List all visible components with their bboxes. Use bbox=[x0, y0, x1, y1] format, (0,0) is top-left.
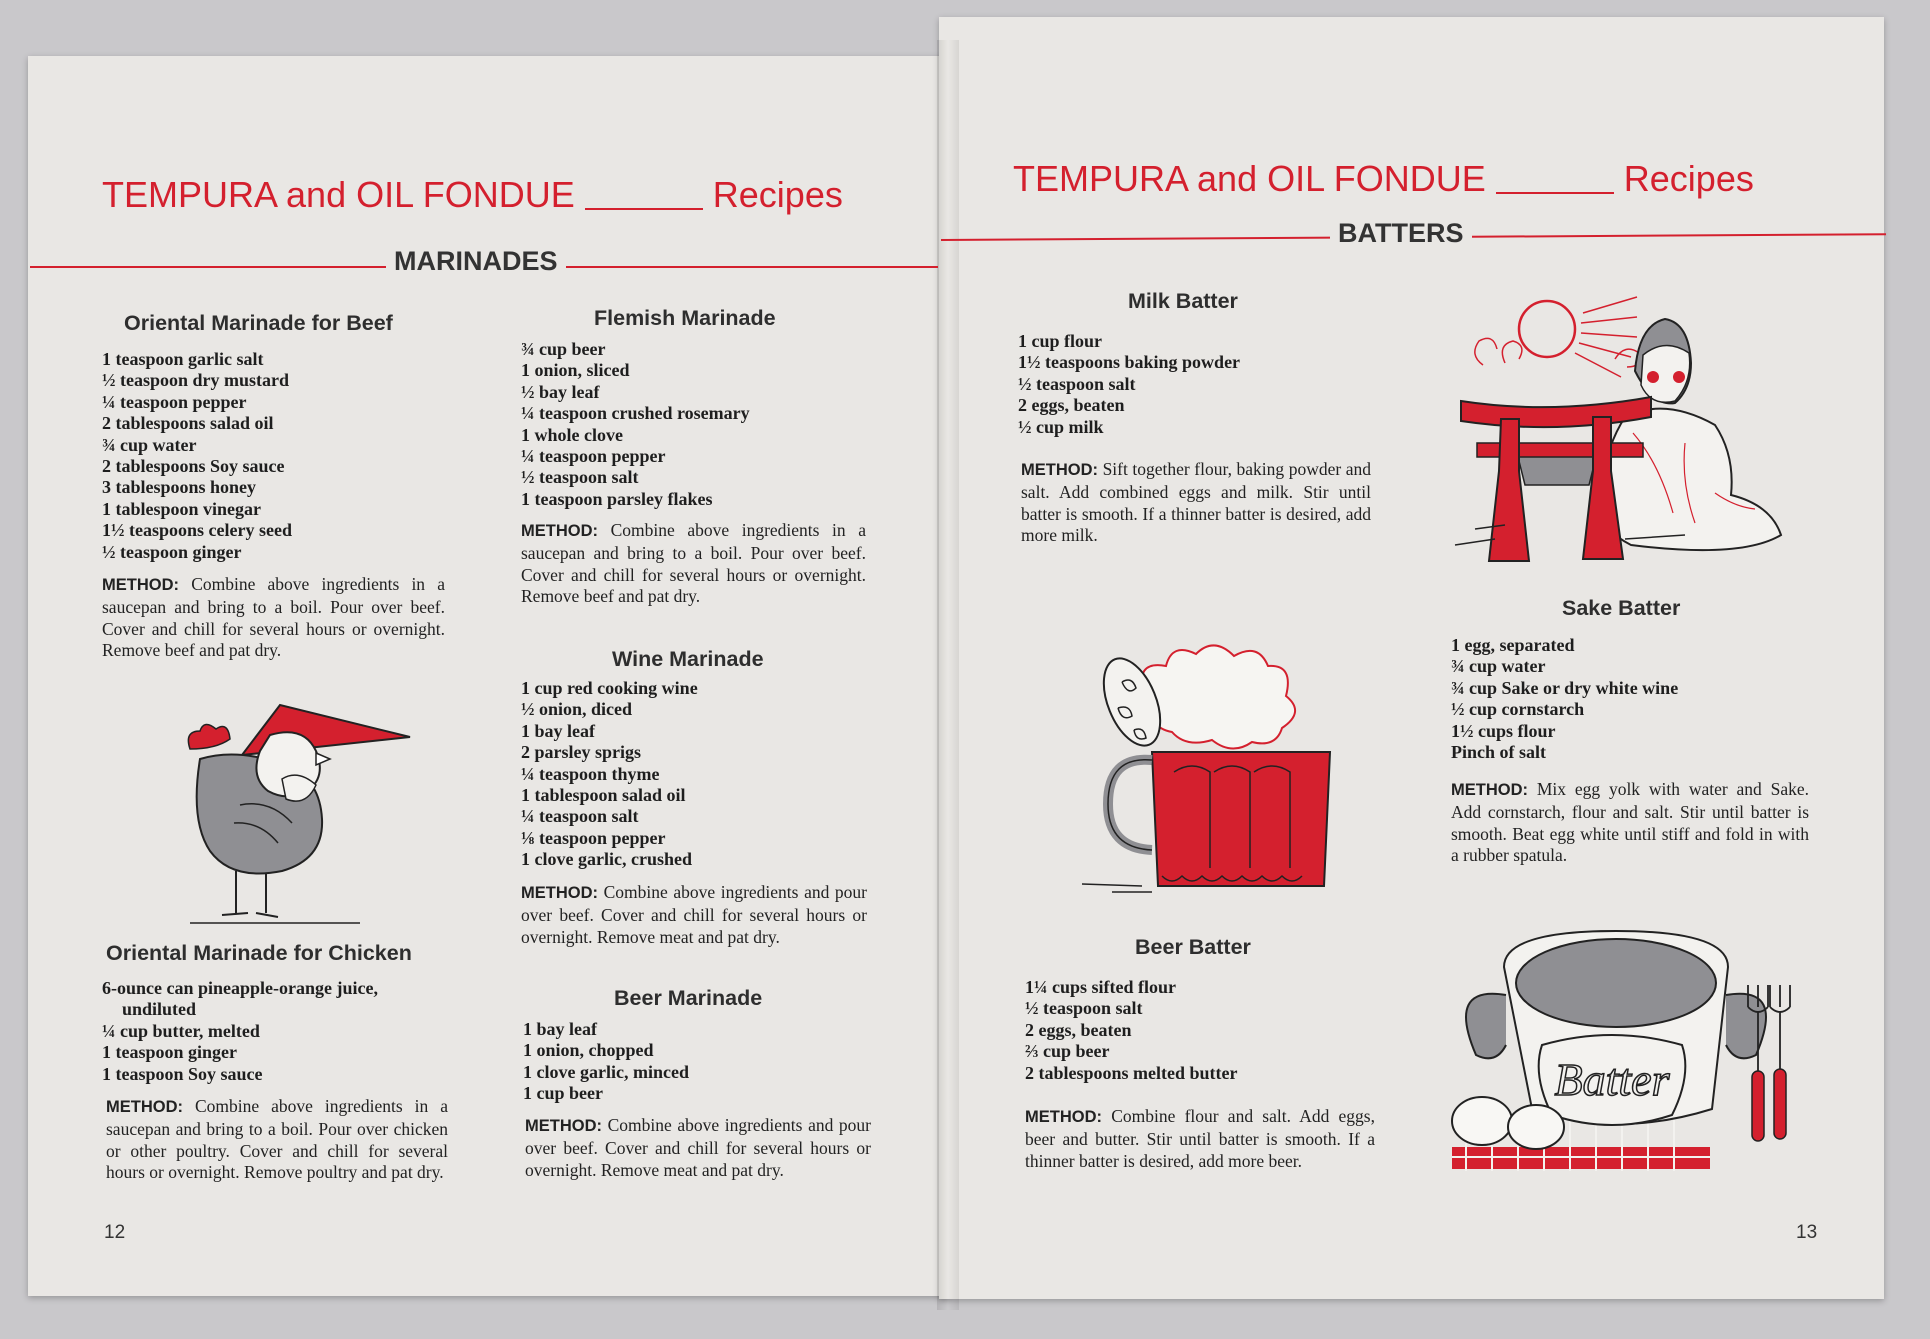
ingredient: ½ onion, diced bbox=[521, 699, 633, 720]
method-sake bbox=[1451, 779, 1809, 867]
ingredient: ¾ cup Sake or dry white wine bbox=[1451, 677, 1679, 698]
ingredient-list-beef bbox=[102, 349, 292, 563]
egg bbox=[1508, 1105, 1564, 1149]
torii-top-beam bbox=[1461, 397, 1651, 427]
recipe-title-chicken: Oriental Marinade for Chicken bbox=[106, 941, 412, 965]
ingredient: ½ teaspoon salt bbox=[1025, 998, 1143, 1019]
method-label: METHOD: bbox=[525, 1117, 602, 1135]
ingredient: 1 cup flour bbox=[1018, 331, 1103, 351]
header-blank-line bbox=[585, 208, 703, 210]
ingredient: 2 eggs, beaten bbox=[1018, 395, 1125, 416]
ingredient: ½ teaspoon salt bbox=[521, 467, 639, 488]
chicken-legs bbox=[222, 871, 278, 917]
ingredient: 2 parsley sprigs bbox=[521, 742, 642, 763]
ingredient: ¾ cup water bbox=[1451, 656, 1546, 677]
method-flemish bbox=[521, 520, 866, 608]
method-label: METHOD: bbox=[521, 522, 598, 540]
ground-lines bbox=[1082, 884, 1152, 892]
ingredient: ¾ cup water bbox=[102, 434, 197, 455]
recipe-title-flemish: Flemish Marinade bbox=[594, 306, 776, 330]
ingredient: ½ cup milk bbox=[1018, 416, 1104, 437]
ingredient: 1 bay leaf bbox=[523, 1019, 597, 1039]
batter-surface bbox=[1516, 939, 1716, 1027]
ingredient: 1 teaspoon Soy sauce bbox=[102, 1063, 263, 1084]
ingredient: ½ teaspoon dry mustard bbox=[102, 370, 290, 391]
method-beef bbox=[102, 574, 445, 662]
fork-handle bbox=[1774, 1069, 1786, 1139]
ingredient: ¼ teaspoon crushed rosemary bbox=[521, 403, 750, 424]
method-label: METHOD: bbox=[106, 1098, 183, 1116]
section-title-batters: BATTERS bbox=[1330, 218, 1472, 249]
ingredient: 2 tablespoons salad oil bbox=[102, 413, 274, 434]
beak bbox=[316, 753, 330, 765]
section-title-marinades: MARINADES bbox=[386, 246, 566, 277]
ingredient: 1 whole clove bbox=[521, 424, 623, 445]
beer-foam bbox=[1142, 645, 1295, 748]
method-chicken bbox=[106, 1096, 448, 1184]
method-label: METHOD: bbox=[1451, 781, 1528, 799]
header-suffix: Recipes bbox=[1623, 158, 1754, 199]
ingredient-list-flemish bbox=[521, 339, 750, 510]
ingredient: ½ cup cornstarch bbox=[1451, 699, 1585, 720]
buddha-torii-illustration bbox=[1455, 293, 1795, 573]
method-text: Sift together flour, baking powder and salt. Add combined eggs and milk. Stir until batter is smooth. If a thinner batter is desired, add more milk. bbox=[1021, 459, 1372, 546]
method-text: Combine above ingredients and pour over beef. Cover and chill for several hours or overnight. Remove meat and pat dry. bbox=[525, 1115, 871, 1180]
cheek-right bbox=[1673, 371, 1685, 383]
ingredient: ⅔ cup beer bbox=[1025, 1041, 1110, 1062]
ingredient: 1½ teaspoons celery seed bbox=[102, 520, 292, 541]
ingredient-list-milk bbox=[1018, 331, 1240, 438]
sun bbox=[1519, 301, 1575, 357]
ingredient: 1½ teaspoons baking powder bbox=[1018, 352, 1241, 373]
ingredient: 3 tablespoons honey bbox=[102, 477, 257, 498]
ingredient-list-wine bbox=[521, 678, 698, 871]
recipe-title-beer-batter: Beer Batter bbox=[1135, 935, 1251, 959]
ingredient: ¾ cup beer bbox=[521, 339, 606, 359]
ingredient: 1 clove garlic, crushed bbox=[521, 849, 692, 870]
method-text: Combine above ingredients in a saucepan and bring to a boil. Pour over beef. Cover and chill for several hours or overnight. Remove beef and pat dry. bbox=[102, 574, 445, 661]
ingredient: ½ teaspoon ginger bbox=[102, 541, 242, 562]
chicken-illustration bbox=[170, 695, 420, 930]
book-spine bbox=[937, 40, 959, 1310]
method-milk bbox=[1021, 459, 1371, 547]
egg bbox=[1452, 1097, 1512, 1145]
ingredient: ¼ teaspoon salt bbox=[521, 806, 639, 827]
method-text: Combine flour and salt. Add eggs, beer and butter. Stir until batter is smooth. If a thinner batter is desired, add more beer. bbox=[1025, 1106, 1375, 1171]
ingredient-list-sake bbox=[1451, 635, 1678, 763]
method-text: Combine above ingredients and pour over beef. Cover and chill for several hours or overnight. Remove meat and pat dry. bbox=[521, 882, 867, 947]
recipe-title-milk: Milk Batter bbox=[1128, 289, 1238, 313]
ingredient: 1 tablespoon salad oil bbox=[521, 785, 686, 806]
header-title: TEMPURA and OIL FONDUE bbox=[1013, 158, 1486, 199]
method-beer-marinade bbox=[525, 1115, 871, 1181]
pot-label-text: Batter bbox=[1554, 1054, 1670, 1105]
ingredient: Pinch of salt bbox=[1451, 742, 1547, 763]
batter-pot-illustration bbox=[1452, 925, 1792, 1173]
ingredient: 1 teaspoon parsley flakes bbox=[521, 488, 713, 509]
ingredient: ½ teaspoon salt bbox=[1018, 373, 1136, 394]
ingredient-list-beer-marinade bbox=[523, 1019, 689, 1105]
ingredient: 1 cup beer bbox=[523, 1083, 603, 1104]
recipe-title-beer-marinade: Beer Marinade bbox=[614, 986, 763, 1010]
recipe-title-sake: Sake Batter bbox=[1562, 596, 1681, 620]
ingredient: 2 tablespoons Soy sauce bbox=[102, 456, 285, 477]
method-label: METHOD: bbox=[1021, 461, 1098, 479]
ingredient: ¼ cup butter, melted bbox=[102, 1020, 260, 1041]
ingredient: 6-ounce can pineapple-orange juice, bbox=[102, 978, 378, 998]
ingredient: ¼ teaspoon thyme bbox=[521, 763, 660, 784]
ingredient: 1 onion, chopped bbox=[523, 1040, 654, 1061]
ingredient: 2 tablespoons melted butter bbox=[1025, 1062, 1238, 1083]
ingredient: 2 eggs, beaten bbox=[1025, 1019, 1132, 1040]
method-label: METHOD: bbox=[1025, 1108, 1102, 1126]
left-page-header bbox=[102, 174, 843, 216]
fork-handle bbox=[1752, 1071, 1764, 1141]
method-text: Mix egg yolk with water and Sake. Add cornstarch, flour and salt. Stir until batter is smooth. Beat egg white until stiff and fold in with a rubber spatula. bbox=[1451, 779, 1810, 866]
ingredient: 1 cup red cooking wine bbox=[521, 678, 698, 698]
method-text: Combine above ingredients in a saucepan and bring to a boil. Pour over chicken or other poultry. Cover and chill for several hours or overnight. Remove poultry and pat dry. bbox=[106, 1096, 448, 1183]
buddha-robe bbox=[1599, 409, 1781, 550]
ingredient: ¼ teaspoon pepper bbox=[521, 446, 666, 467]
method-text: Combine above ingredients in a saucepan and bring to a boil. Pour over beef. Cover and chill for several hours or overnight. Remove beef and pat dry. bbox=[521, 520, 867, 607]
ingredient: ⅛ teaspoon pepper bbox=[521, 827, 666, 848]
ingredient: 1¼ cups sifted flour bbox=[1025, 977, 1177, 997]
page-number-right: 13 bbox=[1796, 1222, 1818, 1243]
ingredient: ¼ teaspoon pepper bbox=[102, 391, 247, 412]
recipe-title-beef: Oriental Marinade for Beef bbox=[124, 311, 393, 335]
sun-rays bbox=[1575, 297, 1637, 377]
method-beer-batter bbox=[1025, 1106, 1375, 1172]
ingredient: 1 teaspoon garlic salt bbox=[102, 349, 264, 369]
ingredient: 1 teaspoon ginger bbox=[102, 1042, 237, 1063]
method-wine bbox=[521, 882, 867, 948]
ingredient-list-beer-batter bbox=[1025, 977, 1238, 1084]
recipe-title-wine: Wine Marinade bbox=[612, 647, 764, 671]
ingredient-list-chicken bbox=[102, 978, 378, 1085]
ingredient: undiluted bbox=[122, 999, 197, 1020]
ingredient: 1 clove garlic, minced bbox=[523, 1061, 689, 1082]
beer-mug-illustration bbox=[1082, 652, 1342, 902]
header-blank-line bbox=[1496, 192, 1614, 194]
tail-feathers bbox=[188, 724, 230, 749]
cheek-left bbox=[1647, 371, 1659, 383]
method-label: METHOD: bbox=[521, 884, 598, 902]
ingredient: 1 tablespoon vinegar bbox=[102, 498, 262, 519]
ingredient: 1 egg, separated bbox=[1451, 635, 1575, 655]
page-number-left: 12 bbox=[104, 1222, 126, 1243]
ingredient: 1½ cups flour bbox=[1451, 720, 1556, 741]
ingredient: ½ bay leaf bbox=[521, 381, 600, 402]
right-page-header bbox=[1013, 158, 1754, 200]
method-label: METHOD: bbox=[102, 576, 179, 594]
ingredient: 1 onion, sliced bbox=[521, 360, 630, 381]
mug-body bbox=[1152, 752, 1330, 886]
header-title: TEMPURA and OIL FONDUE bbox=[102, 174, 575, 215]
header-suffix: Recipes bbox=[712, 174, 843, 215]
ingredient: 1 bay leaf bbox=[521, 720, 595, 741]
